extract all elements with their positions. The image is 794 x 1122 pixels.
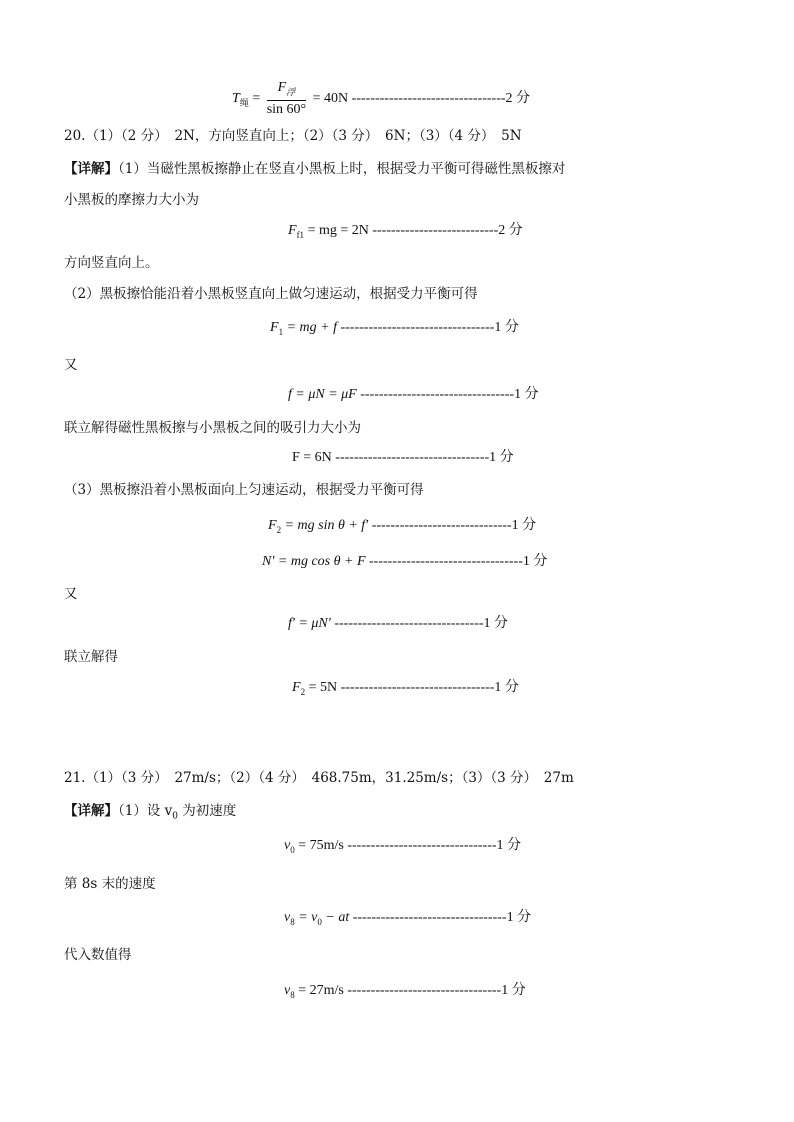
q20-you-1: 又 [64, 357, 78, 373]
eq-rhs: = 75m/s [294, 838, 344, 853]
q20-you-2: 又 [64, 586, 78, 602]
score-mark: --------------------------------1 分 [334, 616, 509, 631]
equation-friction-mu [288, 383, 539, 403]
detail-text-end: 为初速度 [178, 803, 237, 819]
score-mark: ---------------------------------1 分 [360, 387, 539, 402]
eq-rhs: = 27m/s [294, 983, 344, 998]
equation-f2-result [292, 676, 519, 697]
equation-friction-prime [288, 612, 508, 632]
eq-subscript: f1 [296, 229, 305, 240]
eq-text: N′ = mg cos θ + F [262, 554, 366, 569]
eq-symbol: F [268, 518, 277, 533]
eq-rhs: = mg = 2N [304, 223, 369, 238]
equation-friction-force [288, 219, 523, 240]
eq-symbol: v [284, 910, 291, 925]
eq-subscript-2: 0 [317, 916, 322, 927]
detail-subscript: 0 [172, 811, 178, 822]
eq-subscript: 2 [276, 524, 282, 535]
eq-symbol: v [284, 983, 291, 998]
equation-normal [262, 550, 547, 570]
score-mark: ---------------------------------1 分 [347, 983, 526, 998]
eq-symbol: F [288, 223, 297, 238]
equation-f2 [268, 514, 536, 535]
eq-rhs-2: − at [321, 910, 350, 925]
equation-v8 [284, 906, 531, 927]
score-mark: ------------------------------1 分 [371, 518, 537, 533]
fraction-numerator [267, 80, 306, 101]
num-symbol: F [277, 80, 287, 95]
eq-symbol: T [232, 91, 240, 107]
eq-equals: = [252, 91, 261, 107]
eq-symbol: F [292, 680, 301, 695]
q21-detail-p3: 代入数值得 [64, 947, 132, 963]
eq-text: f′ = μN′ [288, 616, 331, 631]
eq-subscript: 8 [290, 916, 295, 927]
detail-text: （1）设 v [118, 803, 173, 819]
eq-subscript: 8 [290, 989, 295, 1000]
fraction [267, 80, 306, 118]
q21-answer: 21.（1）（3 分） 27m/s；（2）（4 分） 468.75m，31.25m/s；（3）（3 分） 27m [64, 770, 574, 786]
detail-text: （1）当磁性黑板擦静止在竖直小黑板上时，根据受力平衡可得磁性黑板擦对 [118, 161, 566, 177]
q20-detail-p1a [64, 157, 565, 177]
eq-rhs: = mg + f [283, 320, 337, 335]
score-mark: ---------------------------------1 分 [340, 680, 519, 695]
q21-detail-p2: 第 8s 末的速度 [64, 876, 156, 892]
score-mark: ---------------------------------1 分 [340, 320, 519, 335]
score-mark: --------------------------------1 分 [347, 838, 522, 853]
score-mark: ---------------------------------1 分 [369, 554, 548, 569]
eq-text: F = 6N [292, 450, 332, 465]
score-mark: ---------------------------------2 分 [351, 91, 531, 107]
fraction-denominator: sin 60° [266, 101, 307, 117]
q20-detail-p1b: 小黑板的摩擦力大小为 [64, 192, 199, 208]
equation-attraction [292, 446, 514, 466]
q20-detail-p3: （3）黑板擦沿着小黑板面向上匀速运动，根据受力平衡可得 [64, 482, 424, 498]
eq-subscript: 2 [300, 686, 306, 697]
eq-rhs: = mg sin θ + f′ [281, 518, 369, 533]
eq-symbol: v [284, 838, 291, 853]
detail-tag: 【详解】 [64, 803, 118, 819]
equation-f1 [270, 316, 519, 337]
eq-rhs: = 40N [312, 91, 349, 107]
equation-tension [232, 80, 530, 118]
q20-detail-p2b: 联立解得磁性黑板擦与小黑板之间的吸引力大小为 [64, 420, 361, 436]
eq-rhs: = 5N [305, 680, 338, 695]
equation-v8-result [284, 979, 526, 1000]
q21-detail-p1 [64, 799, 236, 822]
q20-answer: 20.（1）（2 分） 2N，方向竖直向上；（2）（3 分） 6N；（3）（4 分） 5N [64, 128, 522, 144]
score-mark: ---------------------------------1 分 [352, 910, 532, 925]
eq-rhs: = v [294, 910, 318, 925]
eq-symbol: F [270, 320, 279, 335]
eq-text: f = μN = μF [288, 387, 357, 402]
score-mark: ---------------------------2 分 [372, 223, 523, 238]
q20-detail-p1c: 方向竖直向上。 [64, 255, 159, 271]
eq-subscript: 绳 [239, 97, 249, 108]
score-mark: ---------------------------------1 分 [335, 450, 514, 465]
num-subscript: 浮 [286, 86, 296, 97]
equation-v0 [284, 834, 521, 855]
q20-detail-p2: （2）黑板擦恰能沿着小黑板竖直向上做匀速运动，根据受力平衡可得 [64, 286, 478, 302]
detail-tag: 【详解】 [64, 161, 118, 177]
eq-subscript: 0 [290, 844, 295, 855]
eq-subscript: 1 [278, 326, 284, 337]
q20-detail-p3b: 联立解得 [64, 649, 118, 665]
